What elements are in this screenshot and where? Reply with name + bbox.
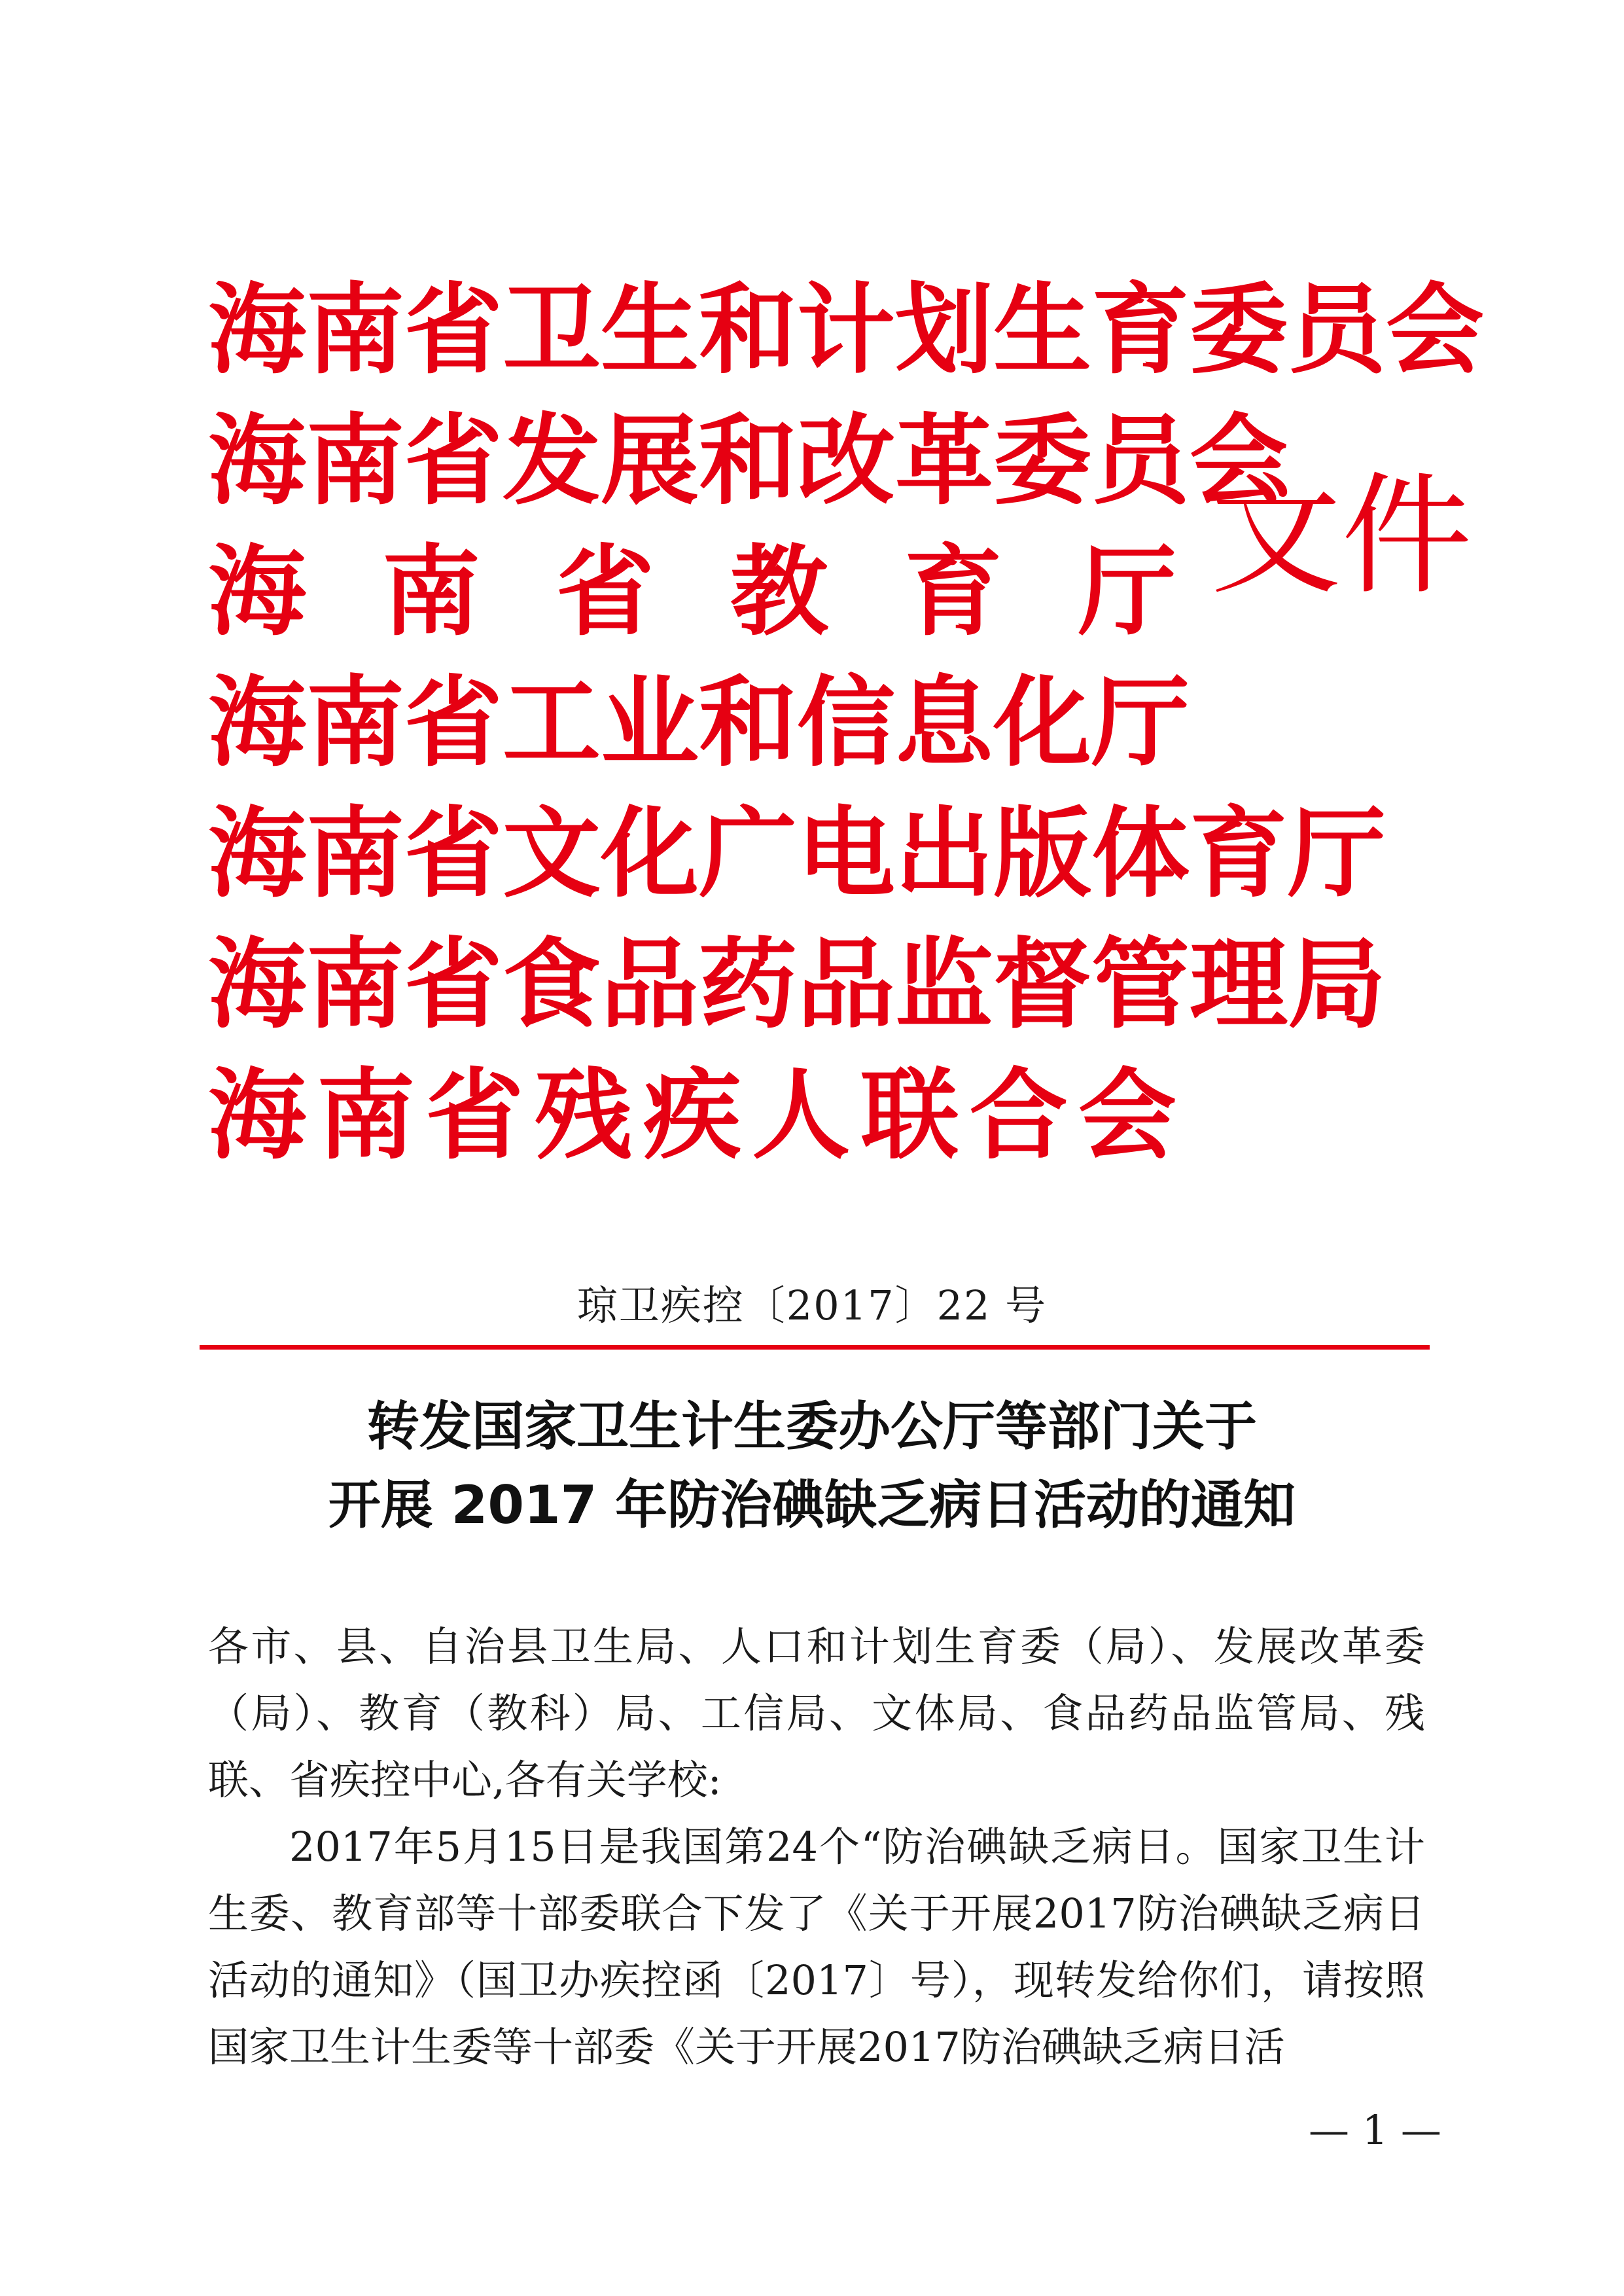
agency-development-reform: 海南省发展和改革委员会: [208, 404, 1288, 518]
agency-char: 合: [969, 1059, 1068, 1173]
document-body: [208, 1613, 1425, 2081]
agency-char: 育: [904, 535, 1002, 649]
agency-char: 教: [730, 535, 828, 649]
agency-char: 人: [752, 1059, 851, 1173]
agency-char: 省: [425, 1059, 524, 1173]
agency-char: 疾: [643, 1059, 741, 1173]
agency-education: [208, 527, 1176, 658]
agency-char: 厅: [1078, 535, 1176, 649]
agency-disabled-persons: [208, 1050, 1176, 1181]
document-suffix: 文件: [1210, 460, 1473, 613]
agency-char: 省: [556, 535, 654, 649]
page-number: — 1 —: [1309, 2106, 1441, 2154]
title-line-2: 开展 2017 年防治碘缺乏病日活动的通知: [328, 1475, 1296, 1535]
red-divider-line: [200, 1345, 1430, 1350]
agency-food-drug: 海南省食品药品监督管理局: [208, 928, 1386, 1042]
addressee-paragraph: 各市、县、自治县卫生局、人口和计划生育委（局）、发展改革委（局）、教育（教科）局、工信局、文体局、食品药品监管局、残联、省疾控中心,各有关学校:: [208, 1623, 1425, 1804]
agency-char: 南: [381, 535, 480, 649]
agency-char: 残: [534, 1059, 633, 1173]
document-number: 琼卫疾控〔2017〕22 号: [576, 1282, 1048, 1329]
agency-industry-it: 海南省工业和信息化厅: [208, 666, 1190, 780]
title-line-1: 转发国家卫生计生委办公厅等部门关于: [367, 1396, 1257, 1457]
agency-char: 海: [208, 1059, 307, 1173]
agency-char: 南: [317, 1059, 415, 1173]
agency-char: 联: [860, 1059, 959, 1173]
agency-char: 会: [1078, 1059, 1176, 1173]
agency-culture-sports: 海南省文化广电出版体育厅: [208, 797, 1386, 911]
agency-char: 海: [208, 535, 307, 649]
body-paragraph-1: 2017年5月15日是我国第24个“防治碘缺乏病日。国家卫生计生委、教育部等十部委联合下发了《关于开展2017防治碘缺乏病日活动的通知》（国卫办疾控函〔2017〕号），现转发给你们，请按照国家卫生计生委等十部委《关于开展2017防治碘缺乏病日活: [208, 1823, 1425, 2071]
document-title: [0, 1388, 1624, 1545]
agency-health-family-planning: 海南省卫生和计划生育委员会: [208, 274, 1485, 387]
